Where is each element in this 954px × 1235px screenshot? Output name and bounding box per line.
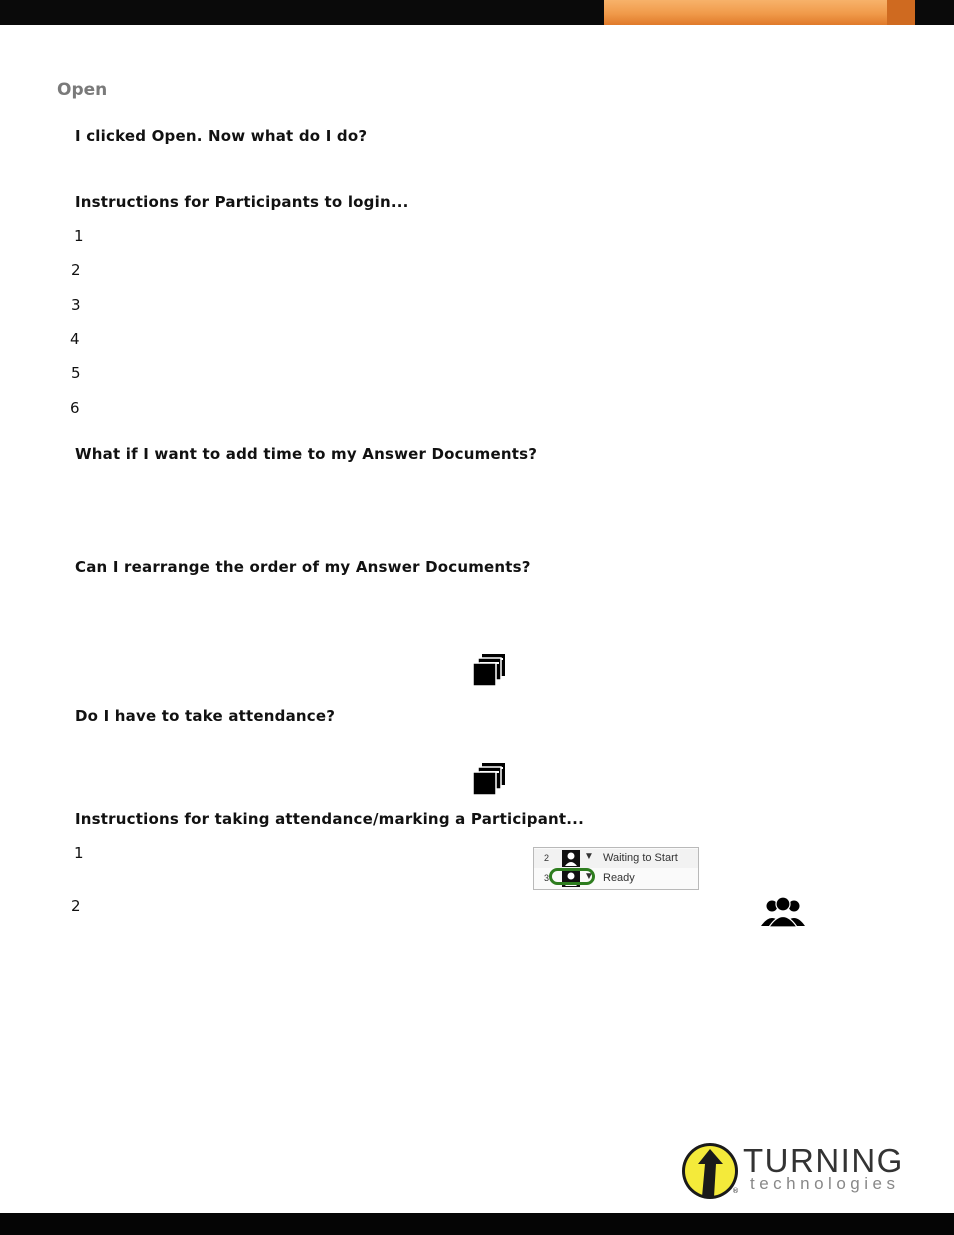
login-step-number: 5 — [71, 364, 81, 382]
question-add-time: What if I want to add time to my Answer Documents? — [75, 445, 538, 463]
section-title: Open — [57, 80, 108, 100]
chevron-down-icon[interactable]: ▼ — [584, 871, 594, 882]
chevron-down-icon[interactable]: ▼ — [584, 851, 594, 862]
participant-row-number: 2 — [544, 853, 550, 863]
participant-status: Ready — [603, 872, 635, 884]
login-step-number: 1 — [74, 227, 84, 245]
footer-bar — [0, 1213, 954, 1235]
header-accent — [604, 0, 915, 25]
login-step-number: 3 — [71, 296, 81, 314]
heading-login-instructions: Instructions for Participants to login... — [75, 193, 409, 211]
logo-tagline: technologies — [750, 1174, 900, 1193]
question-clicked-open: I clicked Open. Now what do I do? — [75, 127, 368, 145]
attendance-step-number: 1 — [74, 844, 84, 862]
login-step-number: 2 — [71, 261, 81, 279]
turning-technologies-logo — [680, 1140, 912, 1202]
participant-row — [534, 849, 698, 868]
login-step-number: 6 — [70, 399, 80, 417]
login-step-number: 4 — [70, 330, 80, 348]
registered-mark: ® — [732, 1187, 739, 1195]
participants-group-icon — [760, 896, 806, 928]
highlight-ring — [549, 868, 595, 885]
header-bar — [0, 0, 954, 25]
heading-attendance-instructions: Instructions for taking attendance/marking a Participant... — [75, 810, 584, 828]
participant-row-number: 3 — [544, 873, 550, 883]
question-take-attendance: Do I have to take attendance? — [75, 707, 336, 725]
participant-status: Waiting to Start — [603, 852, 678, 864]
attendance-step-number: 2 — [71, 897, 81, 915]
copy-documents-icon — [472, 653, 506, 687]
participant-status-screenshot — [533, 847, 699, 890]
participant-icon — [562, 850, 580, 867]
copy-documents-icon — [472, 762, 506, 796]
logo-wordmark: TURNING — [743, 1142, 904, 1179]
question-rearrange-order: Can I rearrange the order of my Answer Documents? — [75, 558, 531, 576]
